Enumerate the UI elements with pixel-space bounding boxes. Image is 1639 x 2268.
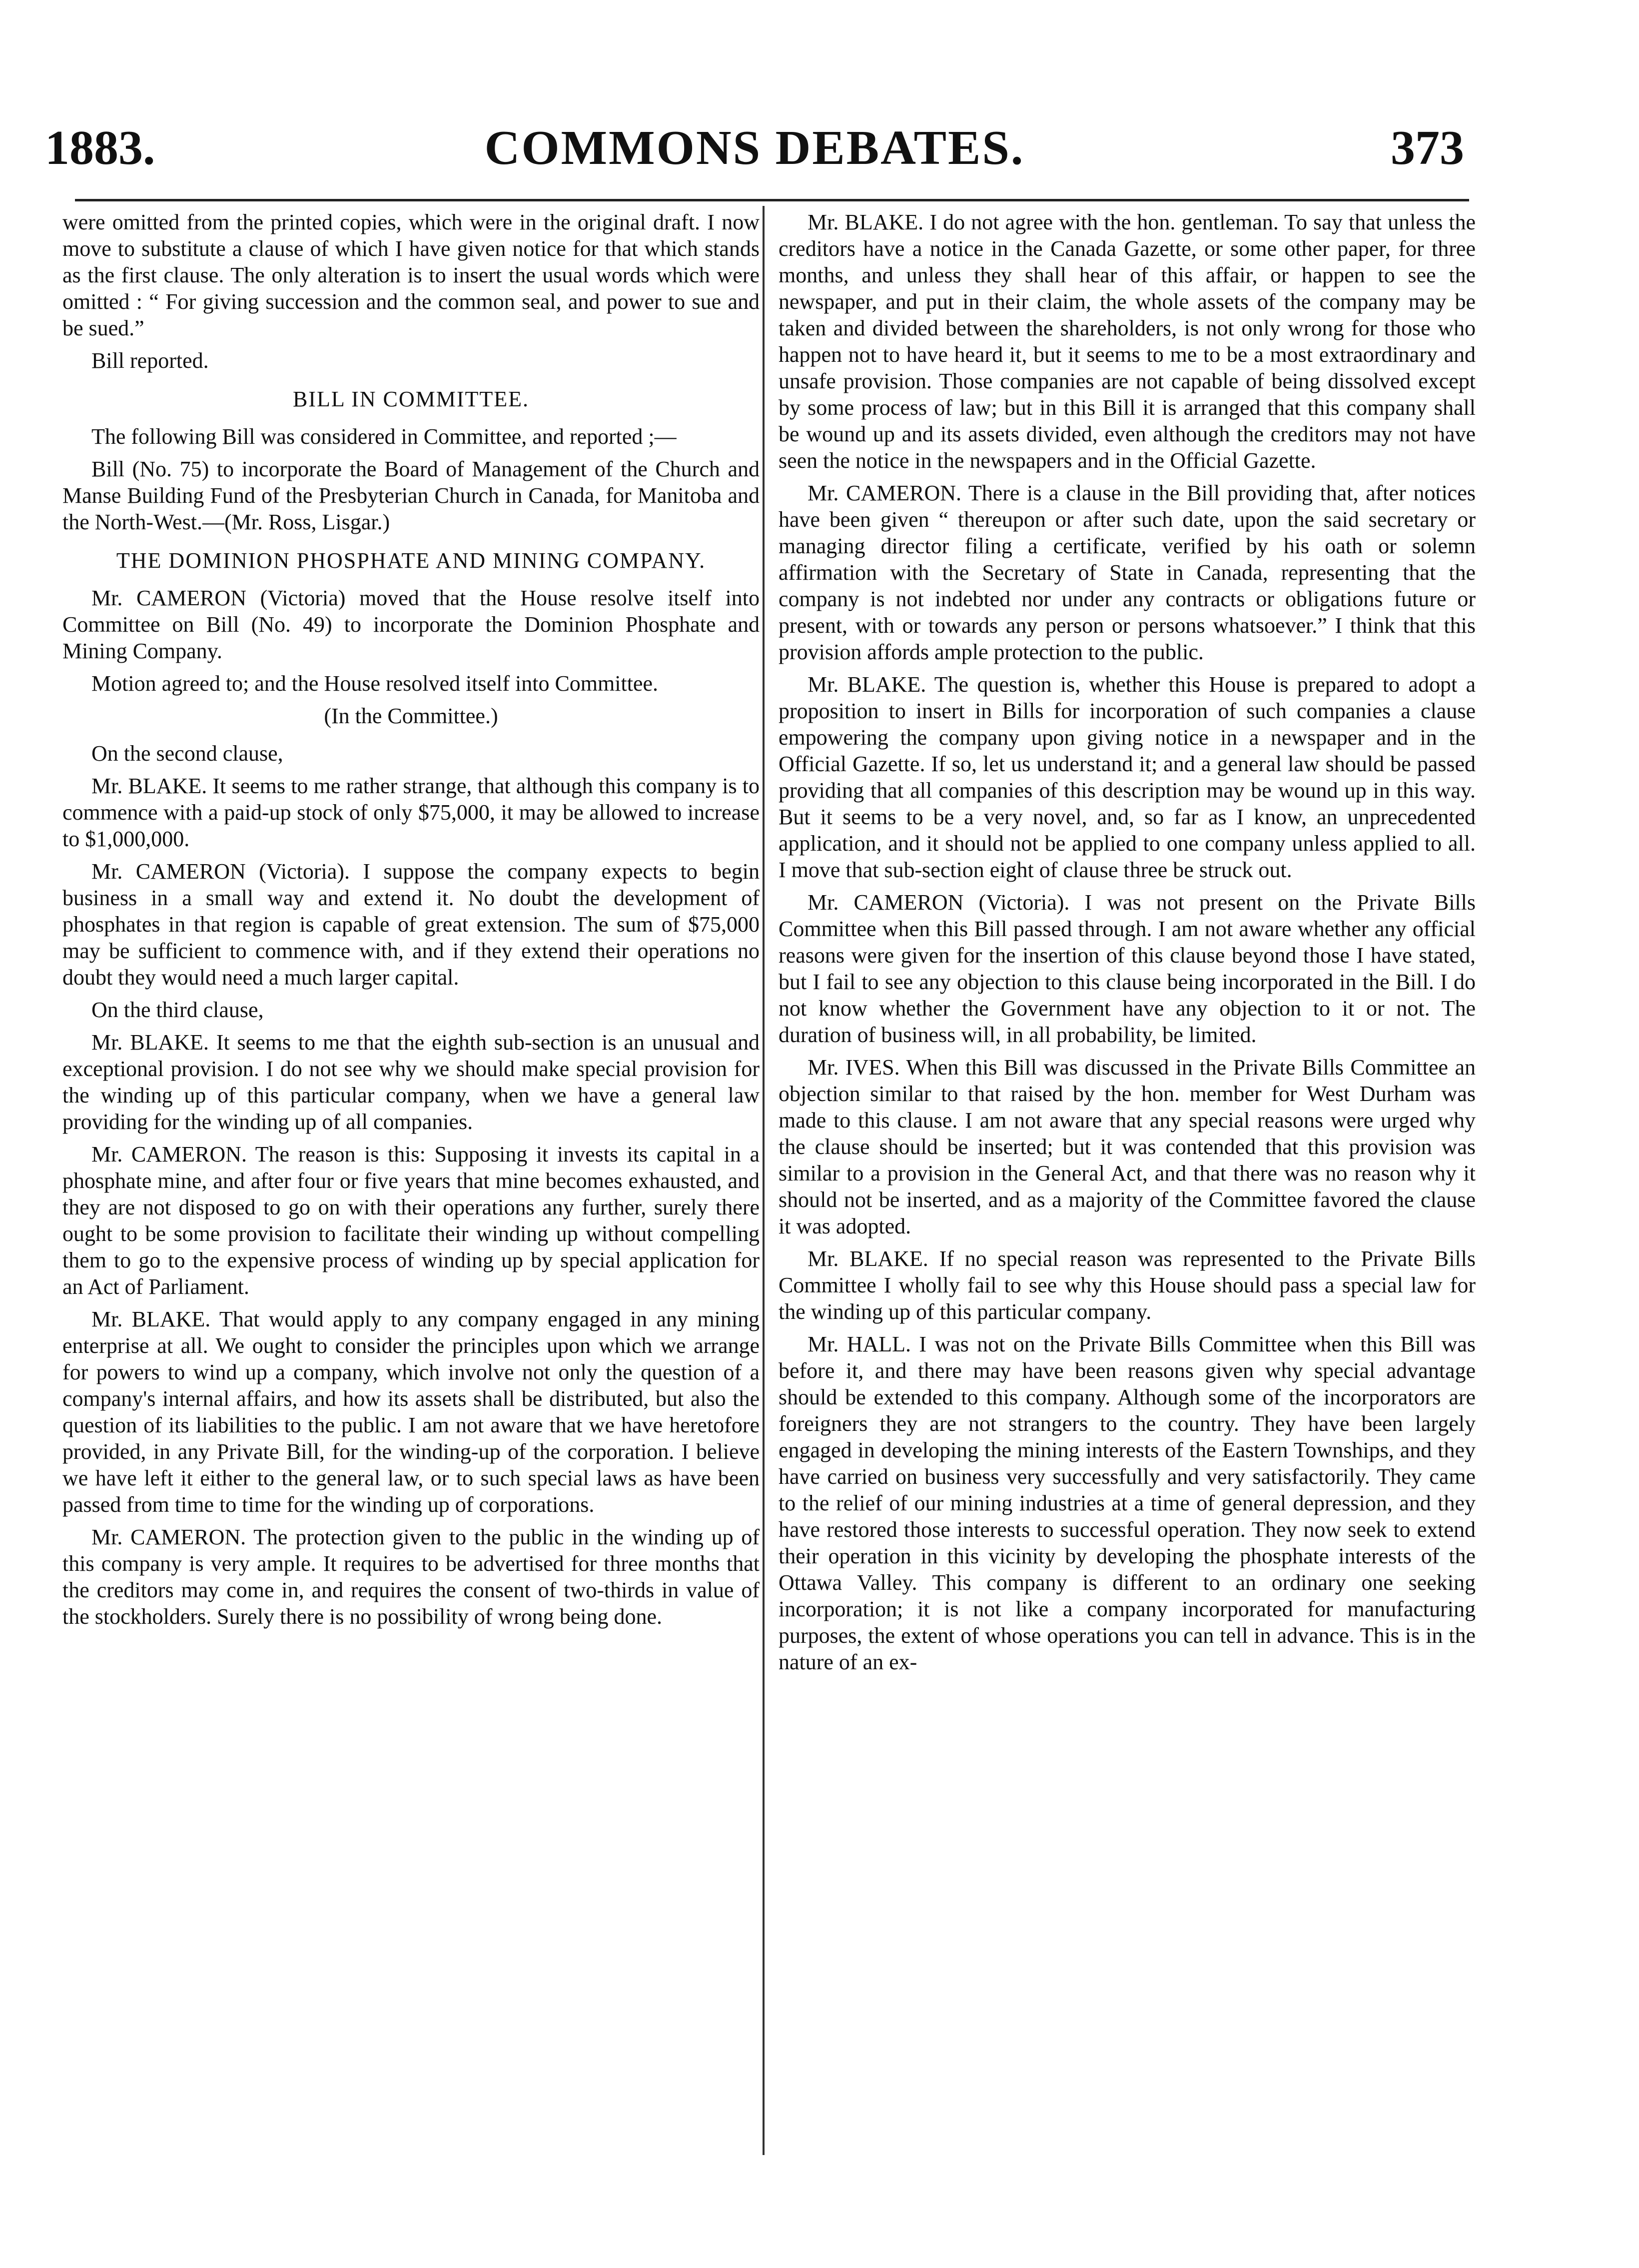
paragraph: Mr. CAMERON (Victoria). I suppose the company expects to begin business in a small way and extend it. No doubt the development of phosphates in that region is capable of great extension. The sum of $75,000 may be sufficient to commence with, and if they extend their operations no doubt they would need a much larger capital.: [62, 859, 760, 990]
page-number: 373: [1391, 121, 1464, 175]
header-title: COMMONS DEBATES.: [484, 121, 1025, 175]
paragraph: Bill reported.: [91, 348, 209, 373]
paragraph: were omitted from the printed copies, which were in the original draft. I now move to substitute a clause of which I have given notice for that which stands as the first clause. The only alteration is to insert the usual words which were omitted : “ For giving succession and the common seal, and power to sue and be sued.”: [62, 210, 760, 340]
section-heading: THE DOMINION PHOSPHATE AND MINING COMPANY.: [116, 548, 706, 573]
paragraph: Mr. CAMERON. The reason is this: Supposing it invests its capital in a phosphate mine, and after four or five years that mine becomes exhausted, and they are not disposed to go on with their operations any further, surely there ought to be some provision to facilitate their winding up without compelling them to go to the expensive process of winding up by special application for an Act of Parliament.: [62, 1142, 760, 1299]
right-column: [779, 209, 1476, 1681]
paragraph: Bill (No. 75) to incorporate the Board of Management of the Church and Manse Building Fund of the Presbyterian Church in Canada, for Manitoba and the North-West.—(Mr. Ross, Lisgar.): [62, 457, 760, 534]
header-rule: [75, 199, 1469, 201]
paragraph: Mr. BLAKE. It seems to me rather strange, that although this company is to commence with a paid-up stock of only $75,000, it may be allowed to increase to $1,000,000.: [62, 774, 760, 851]
paragraph: The following Bill was considered in Committee, and reported ;—: [91, 424, 677, 449]
paragraph: Mr. IVES. When this Bill was discussed in the Private Bills Committee an objection similar to that raised by the hon. member for West Durham was made to this clause. I am not aware that any special reasons were urged why the clause should be inserted; but it was contended that this provision was similar to a provision in the General Act, and that there was no reason why it should not be inserted, and as a majority of the Committee favored the clause it was adopted.: [779, 1055, 1476, 1238]
committee-note: (In the Committee.): [324, 704, 498, 728]
paragraph: Mr. HALL. I was not on the Private Bills Committee when this Bill was before it, and there may have been reasons given why special advantage should be extended to this company. Although some of the incorporators are foreigners they are not strangers to the country. They have been largely engaged in developing the mining interests of the Eastern Townships, and they have carried on business very successfully and very satisfactorily. They came to the relief of our mining industries at a time of general depression, and they have restored those interests to successful operation. They now seek to extend their operation in this vicinity by developing the phosphate interests of the Ottawa Valley. This company is different to an ordinary one seeking incorporation; it is not like a company incorporated for manufacturing purposes, the extent of whose operations you can tell in advance. This is in the nature of an ex-: [779, 1332, 1476, 1674]
paragraph: On the third clause,: [91, 998, 264, 1022]
paragraph: Mr. BLAKE. That would apply to any company engaged in any mining enterprise at all. We ought to consider the principles upon which we arrange for powers to wind up a company, which involve not only the question of a company's internal affairs, and how its assets shall be distributed, but also the question of its liabilities to the public. I am not aware that we have heretofore provided, in any Private Bill, for the winding-up of the corporation. I believe we have left it either to the general law, or to such special laws as have been passed from time to time for the winding up of corporations.: [62, 1307, 760, 1517]
paragraph: Mr. CAMERON (Victoria). I was not present on the Private Bills Committee when this Bill passed through. I am not aware whether any official reasons were given for the insertion of this clause beyond those I have stated, but I fail to see any objection to this clause being incorporated in the Bill. I do not know whether the Government have any objection to it or not. The duration of business will, in all probability, be limited.: [779, 890, 1476, 1047]
paragraph: Motion agreed to; and the House resolved itself into Committee.: [91, 671, 658, 696]
section-heading: BILL IN COMMITTEE.: [292, 387, 530, 411]
paragraph: On the second clause,: [91, 741, 283, 766]
paragraph: Mr. BLAKE. The question is, whether this House is prepared to adopt a proposition to insert in Bills for incorporation of such companies a clause empowering the company upon giving notice in a newspaper and in the Official Gazette. If so, let us understand it; and a general law should be passed providing that all companies of this description may be wound up in this way. But it seems to be a very novel, and, so far as I know, an unprecedented application, and it should not be applied to one company unless applied to all. I move that sub-section eight of clause three be struck out.: [779, 672, 1476, 882]
page-header: [45, 120, 1464, 175]
header-year: 1883.: [45, 121, 155, 175]
paragraph: Mr. CAMERON. The protection given to the public in the winding up of this company is very ample. It requires to be advertised for three months that the creditors may come in, and requires the consent of two-thirds in value of the stockholders. Surely there is no possibility of wrong being done.: [62, 1525, 760, 1629]
paragraph: Mr. BLAKE. It seems to me that the eighth sub-section is an unusual and exceptional provision. I do not see why we should make special provision for the winding up of this particular company, when we have a general law providing for the winding up of all companies.: [62, 1030, 760, 1134]
column-divider: [763, 206, 765, 2155]
paragraph: Mr. CAMERON (Victoria) moved that the House resolve itself into Committee on Bill (No. 49) to incorporate the Dominion Phosphate and Mining Company.: [62, 586, 760, 663]
left-column: [62, 209, 760, 1636]
paragraph: Mr. BLAKE. If no special reason was represented to the Private Bills Committee I wholly fail to see why this House should pass a special law for the winding up of this particular company.: [779, 1246, 1476, 1324]
paragraph: Mr. BLAKE. I do not agree with the hon. gentleman. To say that unless the creditors have a notice in the Canada Gazette, or some other paper, for three months, and unless they shall hear of this affair, or happen to see the newspaper, and put in their claim, the whole assets of the company may be taken and divided between the shareholders, is not only wrong for those who happen not to have heard it, but it seems to me to be a most extraordinary and unsafe provision. Those companies are not capable of being dissolved except by some process of law; but in this Bill it is arranged that this company shall be wound up and its assets divided, even although the creditors may not have seen the notice in the newspapers and in the Official Gazette.: [779, 210, 1476, 473]
paragraph: Mr. CAMERON. There is a clause in the Bill providing that, after notices have been given “ thereupon or after such date, upon the said secretary or managing director filing a certificate, verified by his oath or solemn affirmation with the Secretary of State in Canada, representing that the company is not indebted nor under any contracts or obligations future or present, with or towards any person or persons whatsoever.” I think that this provision affords ample protection to the public.: [779, 481, 1476, 664]
